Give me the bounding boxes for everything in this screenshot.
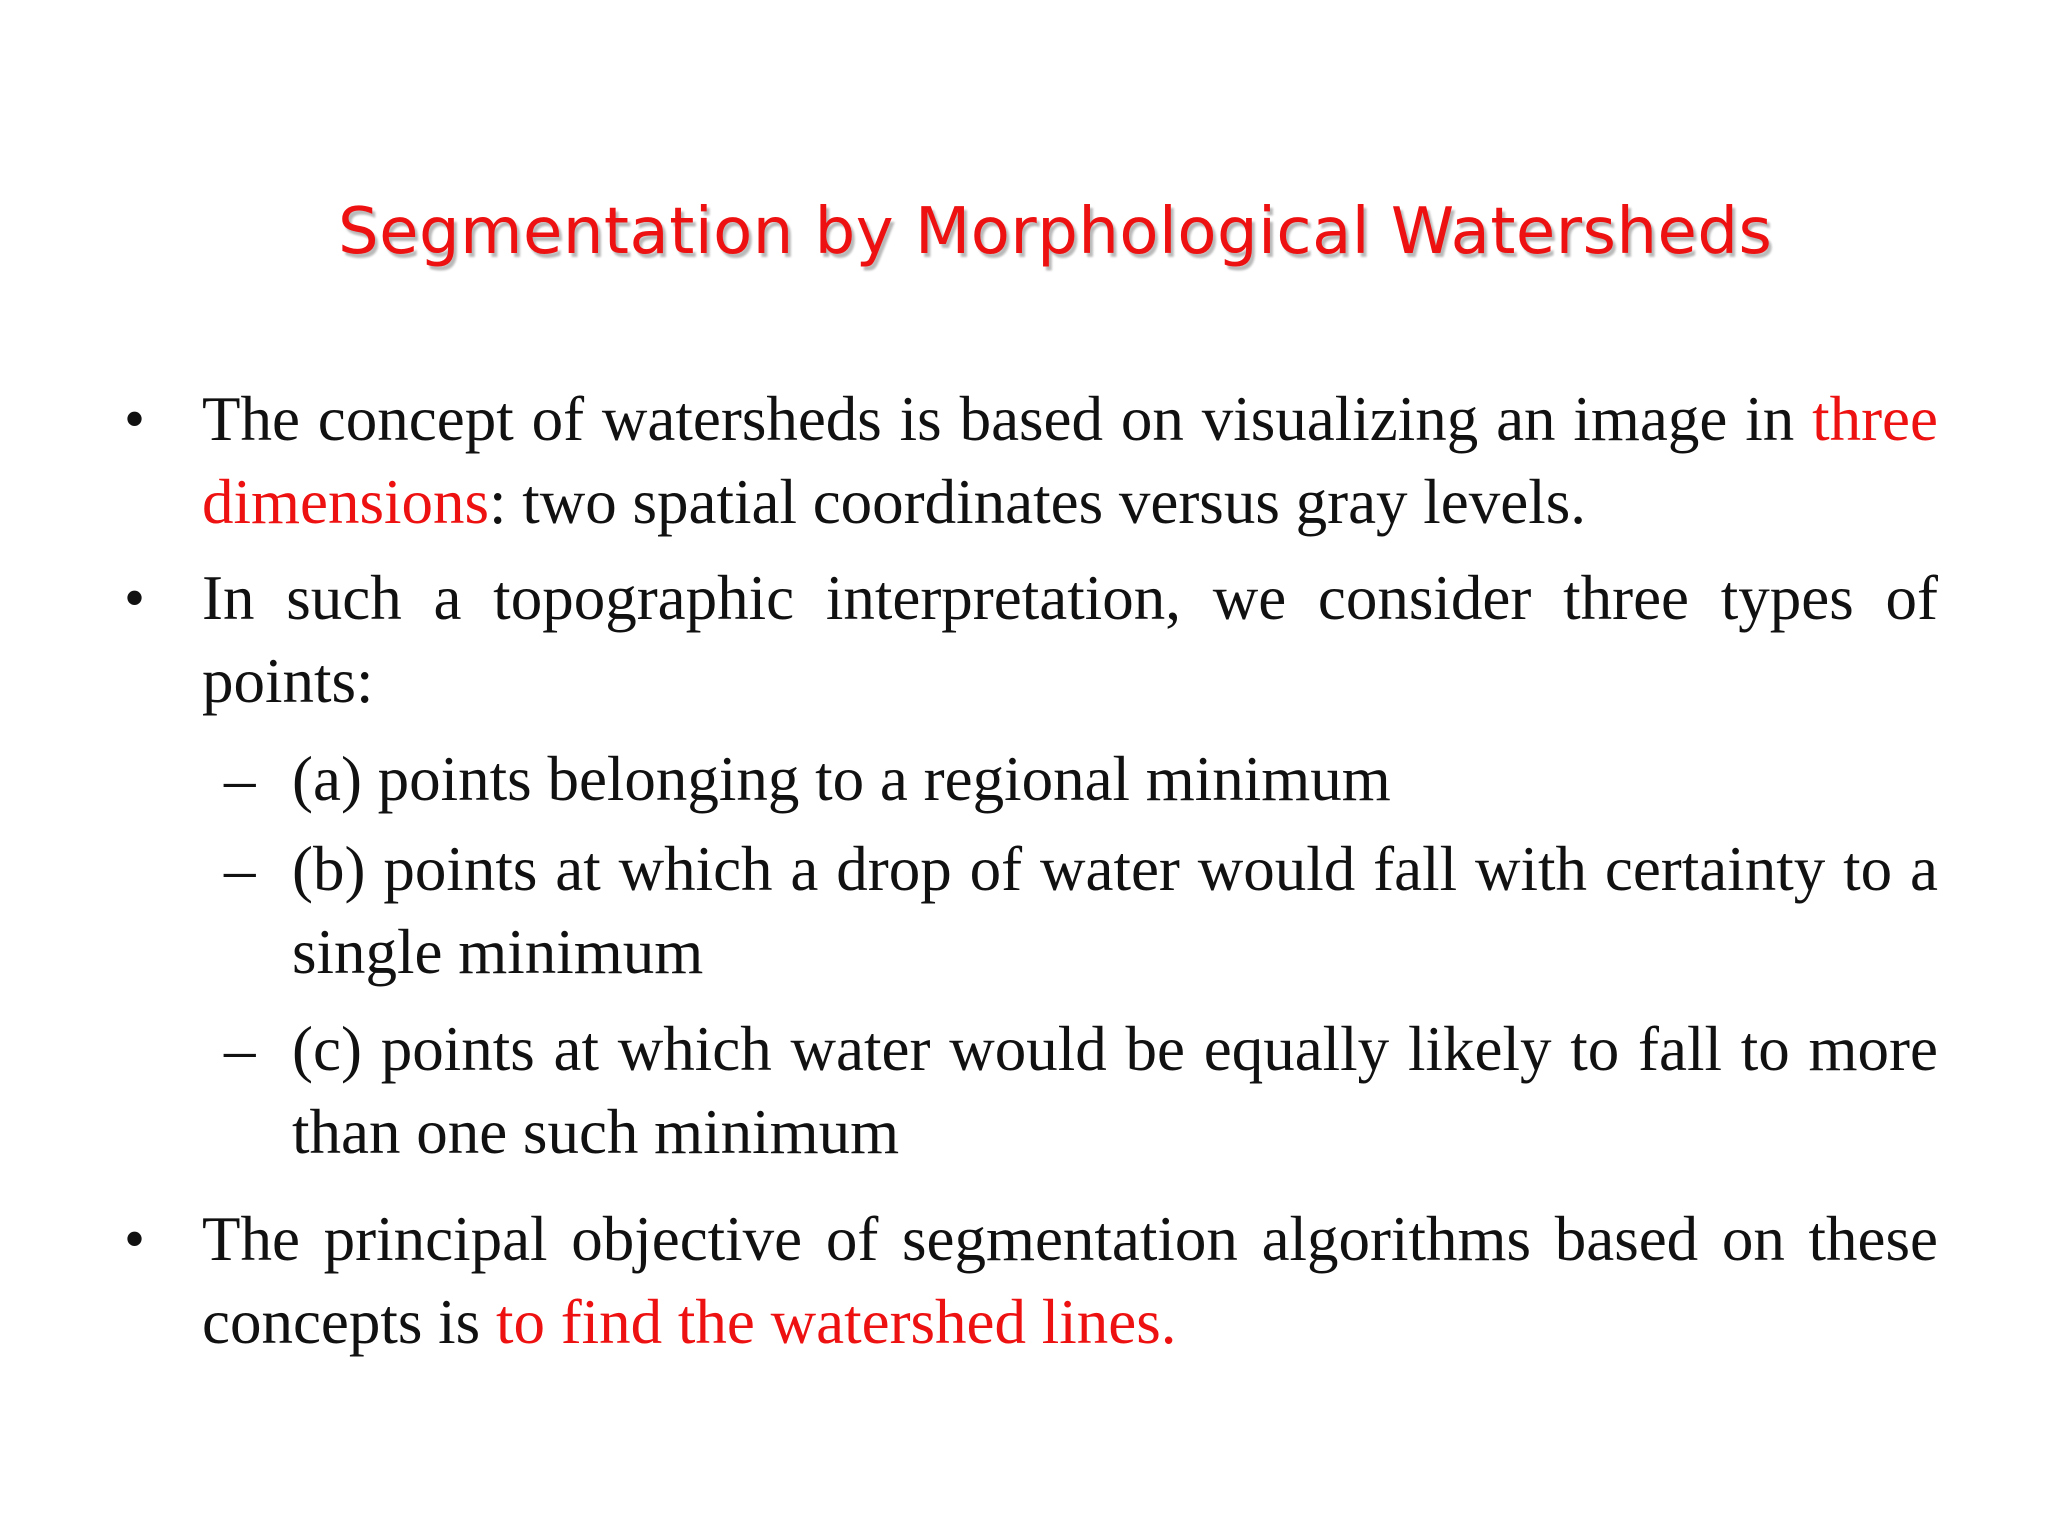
bullet-text-part: The principal objective of segmentation algorithms based on these concepts is xyxy=(202,1204,1938,1357)
bullet-marker: • xyxy=(124,386,146,452)
bullet-item xyxy=(124,1198,1938,1364)
sub-list-item xyxy=(224,828,1938,994)
bullet-text-part: The concept of watersheds is based on visualizing an image in xyxy=(202,384,1813,454)
bullet-item xyxy=(124,378,1938,544)
bullet-text xyxy=(202,1198,1938,1364)
sub-list-item xyxy=(224,738,1938,821)
sub-item-text: (a) points belonging to a regional minimum xyxy=(292,744,1391,814)
bullet-text xyxy=(202,378,1938,544)
bullet-text: In such a topographic interpretation, we consider three types of points: xyxy=(202,563,1938,716)
bullet-marker: • xyxy=(124,1206,146,1272)
dash-marker: – xyxy=(224,744,256,814)
bullet-marker: • xyxy=(124,565,146,631)
sub-list-item xyxy=(224,1008,1938,1174)
sub-item-text: (b) points at which a drop of water would fall with certainty to a single minimum xyxy=(292,834,1938,987)
sub-item-text: (c) points at which water would be equally likely to fall to more than one such minimum xyxy=(292,1014,1938,1167)
bullet-item xyxy=(124,557,1938,723)
bullet-text-part: : two spatial coordinates versus gray levels. xyxy=(489,467,1586,537)
highlight-text: to find the watershed lines. xyxy=(495,1287,1177,1357)
highlight-text: three dimensions xyxy=(202,384,1938,537)
dash-marker: – xyxy=(224,834,256,904)
dash-marker: – xyxy=(224,1014,256,1084)
slide-title: Segmentation by Morphological Watersheds xyxy=(338,195,1773,269)
